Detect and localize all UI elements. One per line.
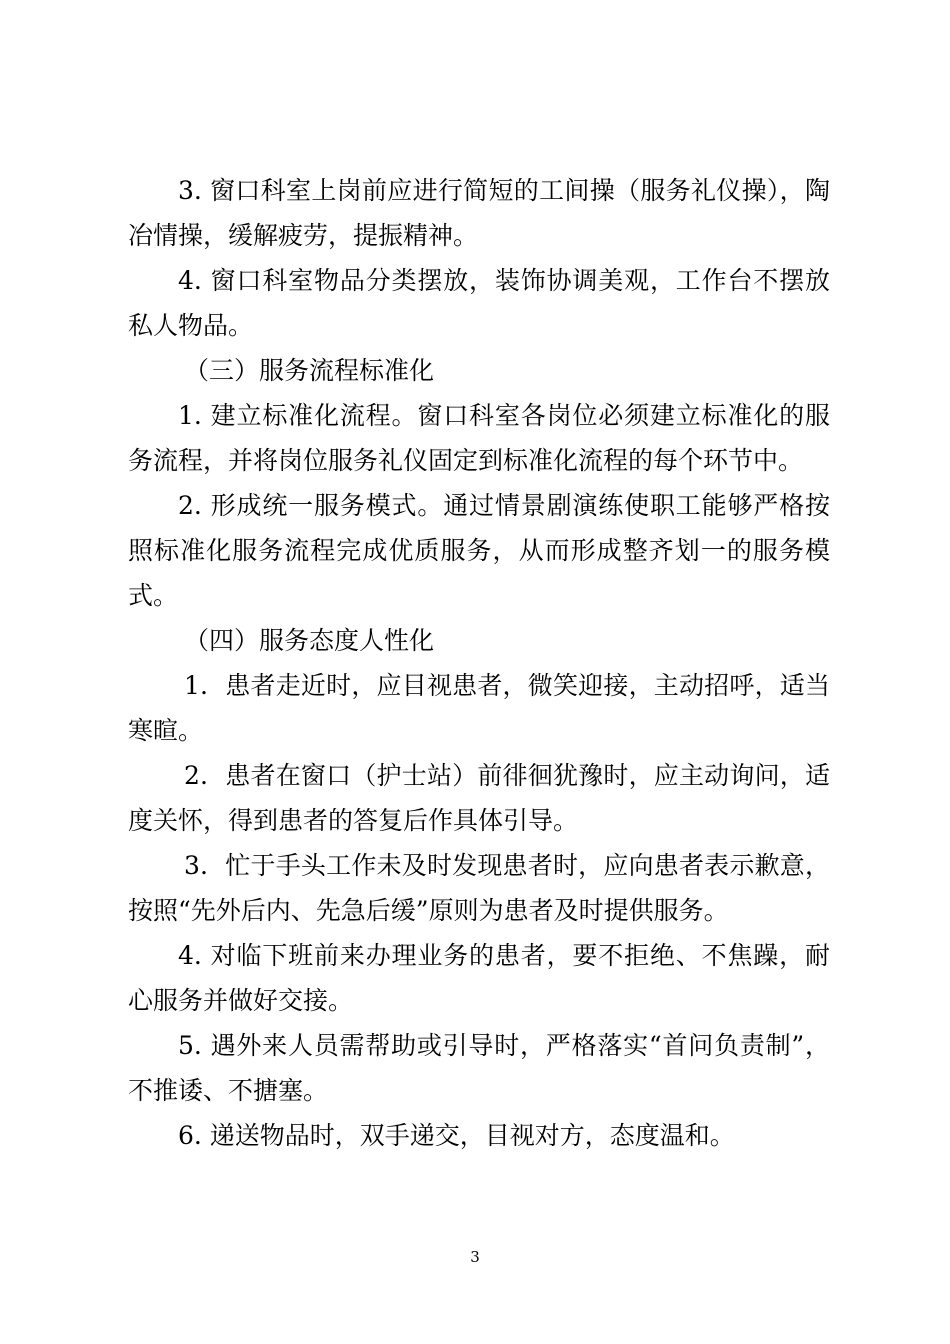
page-number: 3 (470, 1248, 480, 1266)
paragraph: 1. 建立标准化流程。窗口科室各岗位必须建立标准化的服务流程，并将岗位服务礼仪固定到标准化流程的每个环节中。 (128, 401, 830, 475)
paragraph: 5. 遇外来人员需帮助或引导时，严格落实“首问负责制”，不推诿、不搪塞。 (128, 1031, 830, 1105)
document-body (128, 168, 830, 1158)
paragraph: 2. 形成统一服务模式。通过情景剧演练使职工能够严格按照标准化服务流程完成优质服务，从而形成整齐划一的服务模式。 (128, 491, 830, 610)
paragraph: 3．忙于手头工作未及时发现患者时，应向患者表示歉意，按照“先外后内、先急后缓”原则为患者及时提供服务。 (128, 851, 830, 925)
section-heading: （三）服务流程标准化 (184, 356, 435, 385)
section-heading: （四）服务态度人性化 (184, 626, 435, 655)
paragraph: 4. 窗口科室物品分类摆放，装饰协调美观，工作台不摆放私人物品。 (128, 266, 830, 340)
paragraph: 6. 递送物品时，双手递交，目视对方，态度温和。 (178, 1121, 735, 1150)
paragraph: 1．患者走近时，应目视患者，微笑迎接，主动招呼，适当寒暄。 (128, 671, 830, 745)
paragraph: 4. 对临下班前来办理业务的患者，要不拒绝、不焦躁，耐心服务并做好交接。 (128, 941, 830, 1015)
paragraph: 2．患者在窗口（护士站）前徘徊犹豫时，应主动询问，适度关怀，得到患者的答复后作具体引导。 (128, 761, 830, 835)
paragraph: 3. 窗口科室上岗前应进行简短的工间操（服务礼仪操），陶冶情操，缓解疲劳，提振精神。 (128, 176, 830, 250)
